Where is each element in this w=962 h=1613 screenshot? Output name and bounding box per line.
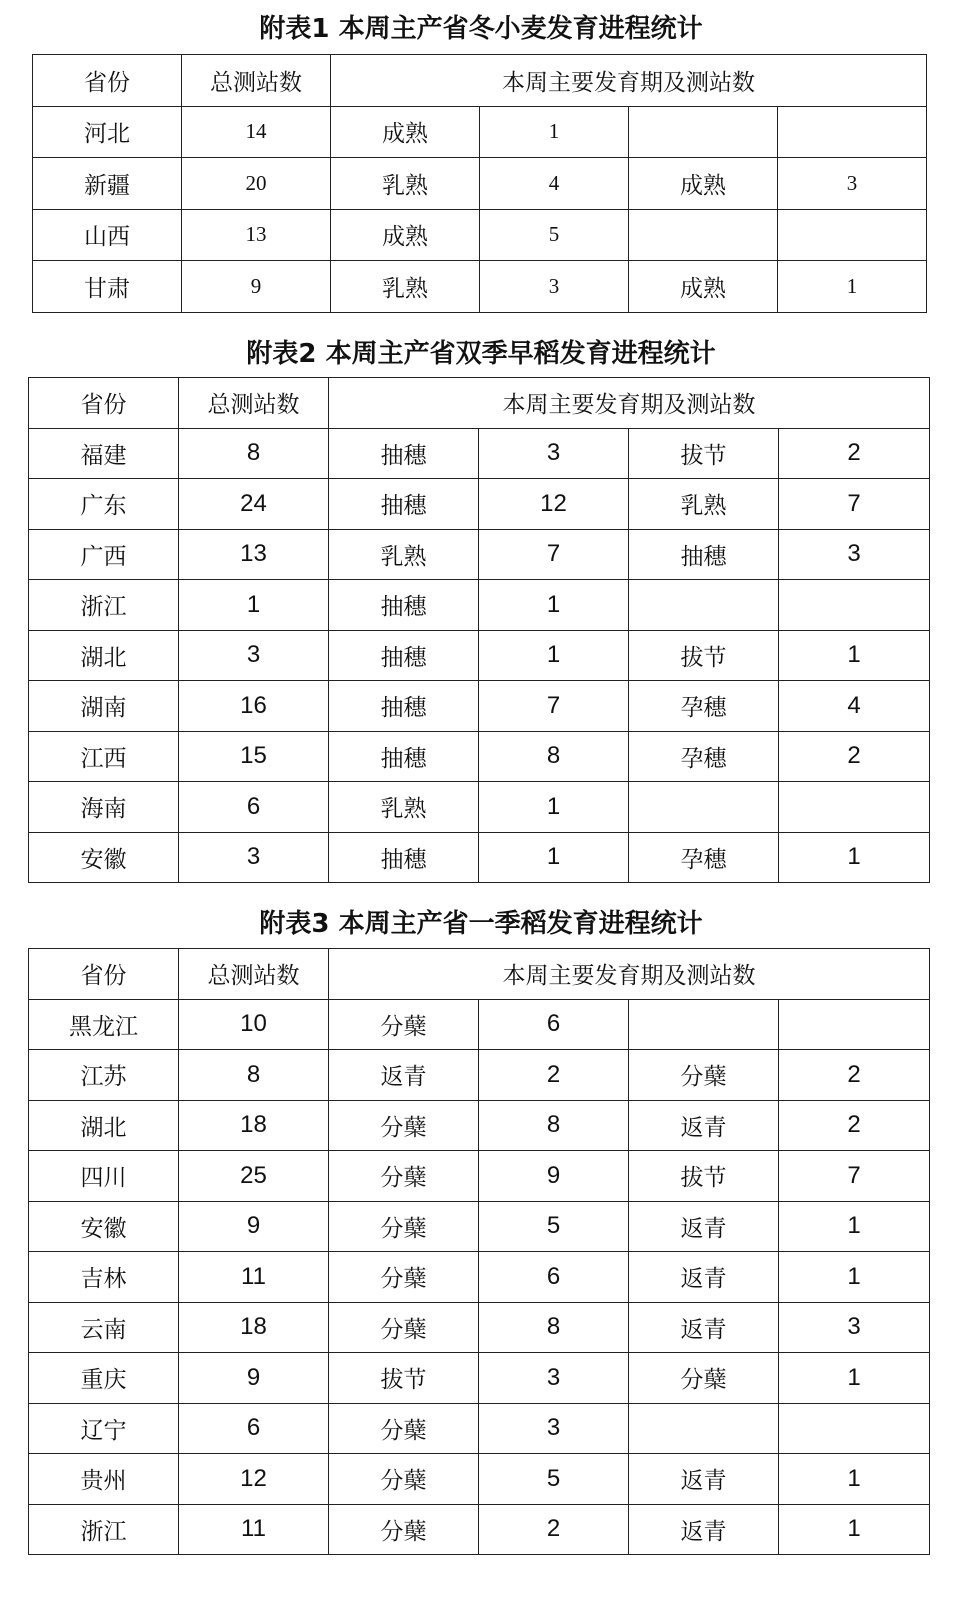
stage-1-count-cell: 12 (479, 479, 629, 530)
stage-1-count-cell: 8 (479, 731, 629, 782)
stage-1-count-cell: 3 (479, 1353, 629, 1404)
header-stages: 本周主要发育期及测站数 (329, 949, 930, 1000)
stage-2-count-cell: 2 (779, 1100, 930, 1151)
province-cell: 江西 (29, 731, 179, 782)
stage-1-cell: 乳熟 (331, 158, 480, 210)
stage-2-count-cell: 1 (778, 261, 927, 313)
stage-2-cell: 返青 (629, 1201, 779, 1252)
province-cell: 海南 (29, 782, 179, 833)
stage-2-cell (629, 209, 778, 261)
stage-2-count-cell: 7 (779, 1151, 930, 1202)
table-row (29, 1201, 930, 1252)
stage-1-cell: 乳熟 (331, 261, 480, 313)
stage-2-count-cell: 1 (779, 1201, 930, 1252)
total-stations-cell: 15 (179, 731, 329, 782)
total-stations-cell: 6 (179, 1403, 329, 1454)
header-province: 省份 (33, 55, 182, 107)
stage-2-cell (629, 782, 779, 833)
stage-2-count-cell: 7 (779, 479, 930, 530)
stage-2-cell: 拔节 (629, 630, 779, 681)
header-stages: 本周主要发育期及测站数 (331, 55, 927, 107)
stage-1-count-cell: 1 (479, 832, 629, 883)
stage-2-cell: 孕穗 (629, 681, 779, 732)
stage-1-count-cell: 1 (479, 580, 629, 631)
province-cell: 河北 (33, 106, 182, 158)
total-stations-cell: 8 (179, 1050, 329, 1101)
stage-2-cell (629, 1403, 779, 1454)
table-2 (28, 377, 930, 883)
table-row (33, 158, 927, 210)
stage-1-count-cell: 8 (479, 1302, 629, 1353)
stage-2-count-cell (778, 106, 927, 158)
stage-2-count-cell: 3 (779, 1302, 930, 1353)
stage-1-count-cell: 7 (479, 681, 629, 732)
total-stations-cell: 1 (179, 580, 329, 631)
stage-1-cell: 抽穗 (329, 580, 479, 631)
stage-1-count-cell: 1 (479, 782, 629, 833)
table-row (29, 1100, 930, 1151)
total-stations-cell: 18 (179, 1100, 329, 1151)
stage-2-cell: 拔节 (629, 1151, 779, 1202)
total-stations-cell: 3 (179, 630, 329, 681)
table-row (29, 1454, 930, 1505)
stage-1-cell: 乳熟 (329, 782, 479, 833)
stage-2-count-cell (779, 999, 930, 1050)
province-cell: 重庆 (29, 1353, 179, 1404)
total-stations-cell: 20 (182, 158, 331, 210)
stage-1-count-cell: 3 (480, 261, 629, 313)
stage-2-cell: 分蘖 (629, 1353, 779, 1404)
stage-1-cell: 返青 (329, 1050, 479, 1101)
total-stations-cell: 8 (179, 428, 329, 479)
stage-1-cell: 抽穗 (329, 479, 479, 530)
province-cell: 四川 (29, 1151, 179, 1202)
province-cell: 安徽 (29, 1201, 179, 1252)
stage-2-count-cell (779, 1403, 930, 1454)
total-stations-cell: 11 (179, 1504, 329, 1555)
stage-1-cell: 抽穗 (329, 832, 479, 883)
table-1-title: 附表1 本周主产省冬小麦发育进程统计 (259, 14, 703, 44)
stage-1-cell: 乳熟 (329, 529, 479, 580)
stage-2-count-cell (779, 580, 930, 631)
province-cell: 浙江 (29, 580, 179, 631)
stage-2-count-cell: 1 (779, 832, 930, 883)
stage-1-cell: 分蘖 (329, 1201, 479, 1252)
stage-1-cell: 分蘖 (329, 999, 479, 1050)
stage-2-count-cell: 2 (779, 731, 930, 782)
province-cell: 贵州 (29, 1454, 179, 1505)
stage-1-count-cell: 3 (479, 1403, 629, 1454)
table-row (29, 1353, 930, 1404)
province-cell: 广西 (29, 529, 179, 580)
table-row (29, 1504, 930, 1555)
table-2-title: 附表2 本周主产省双季早稻发育进程统计 (246, 339, 716, 369)
province-cell: 安徽 (29, 832, 179, 883)
table-row (29, 428, 930, 479)
stage-2-cell: 返青 (629, 1100, 779, 1151)
table-header-row (29, 949, 930, 1000)
total-stations-cell: 9 (182, 261, 331, 313)
stage-2-count-cell: 4 (779, 681, 930, 732)
stage-2-cell: 返青 (629, 1504, 779, 1555)
total-stations-cell: 24 (179, 479, 329, 530)
header-province: 省份 (29, 378, 179, 429)
stage-1-cell: 分蘖 (329, 1302, 479, 1353)
stage-1-count-cell: 5 (479, 1454, 629, 1505)
stage-2-cell: 拔节 (629, 428, 779, 479)
total-stations-cell: 16 (179, 681, 329, 732)
stage-2-count-cell: 1 (779, 630, 930, 681)
stage-1-count-cell: 3 (479, 428, 629, 479)
stage-2-count-cell (779, 782, 930, 833)
total-stations-cell: 11 (179, 1252, 329, 1303)
table-row (29, 832, 930, 883)
table-row (29, 1050, 930, 1101)
total-stations-cell: 13 (182, 209, 331, 261)
province-cell: 甘肃 (33, 261, 182, 313)
province-cell: 新疆 (33, 158, 182, 210)
stage-1-count-cell: 6 (479, 999, 629, 1050)
total-stations-cell: 18 (179, 1302, 329, 1353)
province-cell: 湖北 (29, 630, 179, 681)
table-row (29, 782, 930, 833)
stage-2-cell: 分蘖 (629, 1050, 779, 1101)
stage-2-cell: 返青 (629, 1302, 779, 1353)
total-stations-cell: 12 (179, 1454, 329, 1505)
stage-1-count-cell: 6 (479, 1252, 629, 1303)
stage-1-cell: 分蘖 (329, 1504, 479, 1555)
stage-1-count-cell: 5 (480, 209, 629, 261)
stage-1-cell: 分蘖 (329, 1151, 479, 1202)
table-row (33, 261, 927, 313)
stage-2-cell (629, 106, 778, 158)
stage-1-count-cell: 1 (480, 106, 629, 158)
table-3 (28, 948, 930, 1555)
total-stations-cell: 3 (179, 832, 329, 883)
stage-2-cell: 乳熟 (629, 479, 779, 530)
table-row (29, 630, 930, 681)
stage-2-cell: 孕穗 (629, 832, 779, 883)
province-cell: 山西 (33, 209, 182, 261)
stage-2-count-cell: 1 (779, 1504, 930, 1555)
stage-2-count-cell: 2 (779, 1050, 930, 1101)
table-row (29, 1302, 930, 1353)
stage-1-count-cell: 5 (479, 1201, 629, 1252)
stage-2-count-cell: 2 (779, 428, 930, 479)
total-stations-cell: 9 (179, 1201, 329, 1252)
province-cell: 黑龙江 (29, 999, 179, 1050)
table-row (29, 479, 930, 530)
stage-1-count-cell: 9 (479, 1151, 629, 1202)
stage-1-cell: 拔节 (329, 1353, 479, 1404)
province-cell: 广东 (29, 479, 179, 530)
province-cell: 湖北 (29, 1100, 179, 1151)
header-province: 省份 (29, 949, 179, 1000)
stage-1-count-cell: 7 (479, 529, 629, 580)
stage-2-cell: 成熟 (629, 261, 778, 313)
table-row (29, 731, 930, 782)
stage-2-count-cell (778, 209, 927, 261)
stage-1-cell: 抽穗 (329, 630, 479, 681)
stage-1-cell: 成熟 (331, 209, 480, 261)
table-row (29, 529, 930, 580)
total-stations-cell: 10 (179, 999, 329, 1050)
province-cell: 福建 (29, 428, 179, 479)
header-total-stations: 总测站数 (179, 949, 329, 1000)
table-row (29, 1403, 930, 1454)
stage-1-count-cell: 4 (480, 158, 629, 210)
table-row (29, 1252, 930, 1303)
stage-2-cell: 成熟 (629, 158, 778, 210)
stage-2-cell: 返青 (629, 1252, 779, 1303)
province-cell: 浙江 (29, 1504, 179, 1555)
stage-2-count-cell: 3 (778, 158, 927, 210)
province-cell: 辽宁 (29, 1403, 179, 1454)
table-row (33, 209, 927, 261)
stage-1-cell: 分蘖 (329, 1100, 479, 1151)
stage-1-cell: 分蘖 (329, 1252, 479, 1303)
stage-1-cell: 分蘖 (329, 1403, 479, 1454)
stage-1-cell: 抽穗 (329, 681, 479, 732)
table-row (29, 580, 930, 631)
table-row (29, 681, 930, 732)
table-1 (32, 54, 927, 313)
total-stations-cell: 9 (179, 1353, 329, 1404)
province-cell: 云南 (29, 1302, 179, 1353)
stage-1-cell: 抽穗 (329, 428, 479, 479)
table-row (33, 106, 927, 158)
total-stations-cell: 14 (182, 106, 331, 158)
table-3-title: 附表3 本周主产省一季稻发育进程统计 (259, 909, 703, 939)
province-cell: 吉林 (29, 1252, 179, 1303)
stage-1-count-cell: 8 (479, 1100, 629, 1151)
stage-1-cell: 分蘖 (329, 1454, 479, 1505)
table-row (29, 1151, 930, 1202)
stage-2-cell (629, 580, 779, 631)
total-stations-cell: 25 (179, 1151, 329, 1202)
stage-1-cell: 抽穗 (329, 731, 479, 782)
total-stations-cell: 6 (179, 782, 329, 833)
stage-1-count-cell: 1 (479, 630, 629, 681)
table-header-row (29, 378, 930, 429)
total-stations-cell: 13 (179, 529, 329, 580)
stage-2-count-cell: 1 (779, 1454, 930, 1505)
stage-2-cell (629, 999, 779, 1050)
table-header-row (33, 55, 927, 107)
stage-2-cell: 孕穗 (629, 731, 779, 782)
stage-2-cell: 返青 (629, 1454, 779, 1505)
stage-2-count-cell: 3 (779, 529, 930, 580)
header-total-stations: 总测站数 (179, 378, 329, 429)
stage-2-cell: 抽穗 (629, 529, 779, 580)
province-cell: 湖南 (29, 681, 179, 732)
stage-1-cell: 成熟 (331, 106, 480, 158)
header-total-stations: 总测站数 (182, 55, 331, 107)
header-stages: 本周主要发育期及测站数 (329, 378, 930, 429)
stage-2-count-cell: 1 (779, 1353, 930, 1404)
stage-1-count-cell: 2 (479, 1504, 629, 1555)
table-row (29, 999, 930, 1050)
stage-1-count-cell: 2 (479, 1050, 629, 1101)
stage-2-count-cell: 1 (779, 1252, 930, 1303)
province-cell: 江苏 (29, 1050, 179, 1101)
